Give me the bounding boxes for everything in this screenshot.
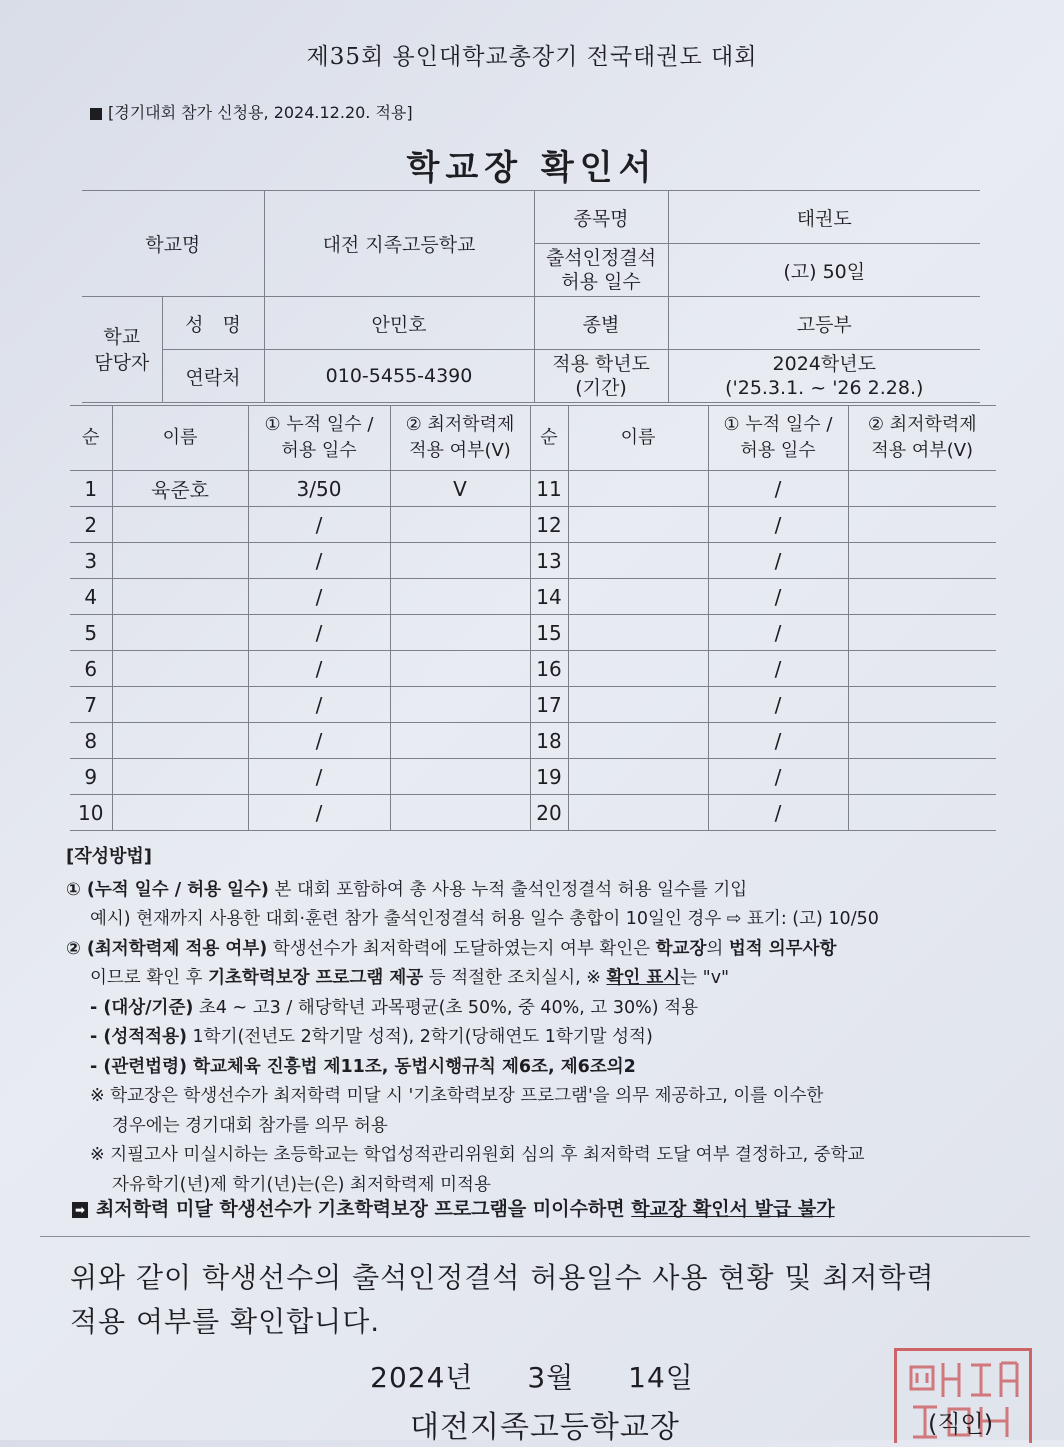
col-no-header: 순	[530, 406, 568, 471]
row-check	[390, 579, 530, 615]
row-name	[568, 471, 708, 507]
row-no: 19	[530, 759, 568, 795]
instruction-line: ※ 지필고사 미실시하는 초등학교는 학업성적관리위원회 심의 후 최저학력 도달 여부 결정하고, 중학교	[90, 1145, 865, 1165]
manager-label: 학교 담당자	[82, 297, 162, 403]
table-row	[70, 615, 996, 651]
row-no: 10	[70, 795, 112, 831]
arrow-box-icon: ➡	[72, 1202, 88, 1218]
year-label: 적용 학년도 (기간)	[534, 350, 668, 403]
row-no: 1	[70, 471, 112, 507]
row-check	[390, 543, 530, 579]
instruction-line: 경우에는 경기대회 참가를 의무 허용	[112, 1115, 388, 1136]
contact-label: 연락처	[162, 350, 264, 403]
instruction-line: 예시) 현재까지 사용한 대회·훈련 참가 출석인정결석 허용 일수 총합이 10일인 경우 ⇨ 표기: (고) 10/50	[90, 909, 879, 929]
instruction-line: ※ 학교장은 학생선수가 최저학력 미달 시 '기초학력보장 프로그램'을 의무 제공하고, 이를 이수한	[90, 1086, 824, 1106]
row-name	[112, 507, 248, 543]
row-check	[390, 795, 530, 831]
row-name: 육준호	[112, 471, 248, 507]
row-name	[112, 687, 248, 723]
event-title: 제35회 용인대학교총장기 전국태권도 대회	[306, 44, 758, 70]
row-check	[848, 471, 996, 507]
roster-table	[70, 405, 996, 831]
row-no: 15	[530, 615, 568, 651]
table-row	[70, 759, 996, 795]
instruction-line: 자유학기(년)제 학기(년)는(은) 최저학력제 미적용	[112, 1174, 491, 1195]
row-name	[112, 795, 248, 831]
row-days: /	[708, 471, 848, 507]
row-days: /	[708, 723, 848, 759]
row-check	[390, 651, 530, 687]
instruction-line: - (관련법령) 학교체육 진흥법 제11조, 동법시행규칙 제6조, 제6조의2	[90, 1056, 636, 1077]
notice-line: [경기대회 참가 신청용, 2024.12.20. 적용]	[90, 100, 413, 123]
name-label: 성 명	[162, 297, 264, 350]
row-check	[848, 615, 996, 651]
row-name	[568, 687, 708, 723]
col-no-header: 순	[70, 406, 112, 471]
row-no: 4	[70, 579, 112, 615]
allowed-days-label: 출석인정결석 허용 일수	[534, 244, 668, 297]
row-check	[390, 723, 530, 759]
row-days: /	[248, 687, 390, 723]
row-name	[568, 795, 708, 831]
row-check	[848, 723, 996, 759]
row-check	[848, 651, 996, 687]
row-name	[112, 579, 248, 615]
row-no: 8	[70, 723, 112, 759]
row-check	[848, 543, 996, 579]
row-no: 16	[530, 651, 568, 687]
row-check: V	[390, 471, 530, 507]
row-days: 3/50	[248, 471, 390, 507]
row-days: /	[708, 687, 848, 723]
row-name	[568, 507, 708, 543]
table-row	[70, 723, 996, 759]
row-name	[568, 579, 708, 615]
contact-value: 010-5455-4390	[264, 350, 534, 403]
row-no: 17	[530, 687, 568, 723]
table-row	[70, 687, 996, 723]
row-days: /	[248, 651, 390, 687]
sport-label: 종목명	[534, 191, 668, 244]
manager-name: 안민호	[264, 297, 534, 350]
document-title: 학교장 확인서	[406, 148, 658, 188]
row-no: 20	[530, 795, 568, 831]
row-days: /	[248, 723, 390, 759]
row-name	[112, 651, 248, 687]
date-day: 14일	[628, 1361, 694, 1394]
row-no: 18	[530, 723, 568, 759]
table-row	[70, 507, 996, 543]
table-row	[70, 795, 996, 831]
col-name-header: 이름	[568, 406, 708, 471]
row-name	[568, 651, 708, 687]
row-no: 12	[530, 507, 568, 543]
instruction-line: 이므로 확인 후 기초학력보장 프로그램 제공 등 적절한 조치실시, ※ 확인 표시는 "v"	[90, 968, 730, 988]
col-check-header: ② 최저학력제 적용 여부(V)	[848, 406, 996, 471]
row-days: /	[248, 795, 390, 831]
row-days: /	[248, 579, 390, 615]
info-table	[82, 190, 980, 403]
bullet-square-icon	[90, 108, 102, 120]
row-days: /	[248, 507, 390, 543]
row-name	[568, 615, 708, 651]
instruction-line: ① (누적 일수 / 허용 일수) 본 대회 포함하여 총 사용 누적 출석인정결석 허용 일수를 기입	[66, 879, 748, 900]
row-check	[390, 759, 530, 795]
row-name	[112, 615, 248, 651]
row-check	[390, 507, 530, 543]
table-row	[70, 579, 996, 615]
col-check-header: ② 최저학력제 적용 여부(V)	[390, 406, 530, 471]
row-days: /	[708, 651, 848, 687]
row-no: 2	[70, 507, 112, 543]
instruction-line: ② (최저학력제 적용 여부) 학생선수가 최저학력에 도달하였는지 여부 확인은 학교장의 법적 의무사항	[66, 938, 837, 959]
row-no: 7	[70, 687, 112, 723]
row-name	[112, 759, 248, 795]
allowed-days-value: (고) 50일	[668, 244, 980, 297]
row-no: 5	[70, 615, 112, 651]
row-days: /	[708, 759, 848, 795]
row-name	[568, 759, 708, 795]
row-days: /	[708, 579, 848, 615]
year-value: 2024학년도 ('25.3.1. ~ '26 2.28.)	[668, 350, 980, 403]
row-days: /	[708, 543, 848, 579]
instruction-line: - (성적적용) 1학기(전년도 2학기말 성적), 2학기(당해연도 1학기말 성적)	[90, 1027, 653, 1047]
row-no: 13	[530, 543, 568, 579]
seal-label: (직인)	[928, 1410, 994, 1438]
row-name	[112, 543, 248, 579]
principal-name: 대전지족고등학교장	[410, 1410, 680, 1445]
row-no: 3	[70, 543, 112, 579]
row-check	[848, 795, 996, 831]
row-no: 6	[70, 651, 112, 687]
instructions	[66, 842, 1006, 1200]
sport-value: 태권도	[668, 191, 980, 244]
table-row	[70, 471, 996, 507]
col-days-header: ① 누적 일수 / 허용 일수	[708, 406, 848, 471]
row-name	[568, 543, 708, 579]
row-days: /	[708, 795, 848, 831]
divider	[40, 1236, 1030, 1237]
row-name	[568, 723, 708, 759]
date-month: 3월	[527, 1361, 575, 1394]
row-check	[848, 579, 996, 615]
row-check	[390, 687, 530, 723]
callout-line: ➡ 최저학력 미달 학생선수가 기초학력보장 프로그램을 미이수하면 학교장 확인서 발급 불가	[72, 1194, 835, 1221]
row-name	[112, 723, 248, 759]
row-days: /	[248, 543, 390, 579]
row-days: /	[708, 615, 848, 651]
instructions-title: [작성방법]	[66, 846, 153, 867]
confirmation-text: 위와 같이 학생선수의 출석인정결석 허용일수 사용 현황 및 최저학력 적용 여부를 확인합니다.	[70, 1261, 935, 1338]
table-row	[70, 543, 996, 579]
row-check	[390, 615, 530, 651]
division-value: 고등부	[668, 297, 980, 350]
row-check	[848, 687, 996, 723]
school-name: 대전 지족고등학교	[264, 191, 534, 297]
row-check	[848, 507, 996, 543]
row-check	[848, 759, 996, 795]
table-row	[70, 651, 996, 687]
row-no: 14	[530, 579, 568, 615]
col-days-header: ① 누적 일수 / 허용 일수	[248, 406, 390, 471]
school-name-label: 학교명	[82, 191, 264, 297]
row-no: 9	[70, 759, 112, 795]
roster-header-row	[70, 406, 996, 471]
row-no: 11	[530, 471, 568, 507]
row-days: /	[708, 507, 848, 543]
row-days: /	[248, 615, 390, 651]
col-name-header: 이름	[112, 406, 248, 471]
division-label: 종별	[534, 297, 668, 350]
date-year: 2024년	[370, 1361, 474, 1394]
row-days: /	[248, 759, 390, 795]
instruction-line: - (대상/기준) 초4 ~ 고3 / 해당학년 과목평균(초 50%, 중 40%, 고 30%) 적용	[90, 997, 698, 1018]
